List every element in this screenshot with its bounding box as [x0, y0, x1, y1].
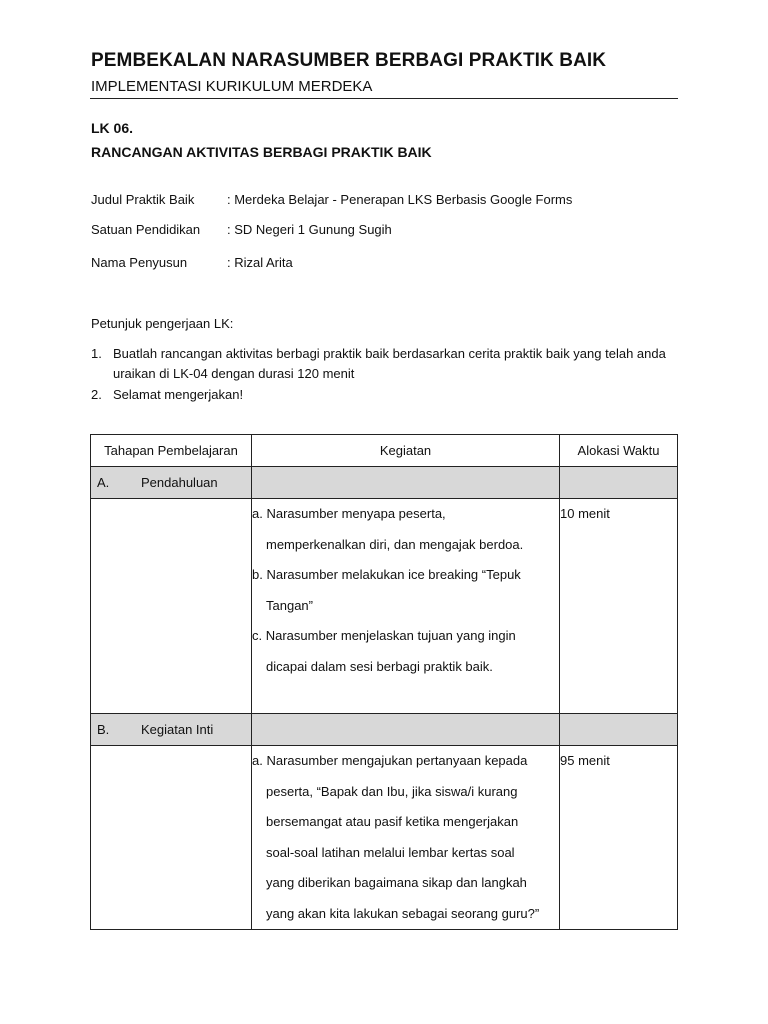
activity-line: Tangan” — [266, 597, 313, 613]
activity-line: dicapai dalam sesi berbagi praktik baik. — [266, 658, 493, 674]
empty-cell — [91, 499, 252, 714]
phase-empty-cell — [252, 714, 560, 746]
phase-label: Pendahuluan — [141, 475, 218, 490]
document-subtitle: IMPLEMENTASI KURIKULUM MERDEKA — [91, 78, 373, 95]
activity-line: soal-soal latihan melalui lembar kertas soal — [266, 844, 515, 860]
time-allocation: 95 menit — [560, 746, 678, 930]
phase-label: Kegiatan Inti — [141, 722, 214, 737]
worksheet-name: RANCANGAN AKTIVITAS BERBAGI PRAKTIK BAIK — [91, 144, 432, 160]
phase-empty-cell — [560, 467, 678, 499]
instructions-heading: Petunjuk pengerjaan LK: — [91, 316, 234, 331]
instruction-number: 1. — [91, 346, 102, 361]
activity-line: memperkenalkan diri, dan mengajak berdoa. — [266, 536, 524, 552]
meta-value: : Rizal Arita — [227, 255, 293, 270]
header-tahapan: Tahapan Pembelajaran — [91, 435, 252, 467]
activity-table — [90, 434, 678, 930]
activity-line: yang akan kita lakukan sebagai seorang guru?” — [266, 905, 540, 921]
phase-empty-cell — [560, 714, 678, 746]
instruction-text: Buatlah rancangan aktivitas berbagi praktik baik berdasarkan cerita praktik baik yang telah anda uraikan di LK-04 dengan durasi 120 menit — [113, 346, 666, 381]
document-title: PEMBEKALAN NARASUMBER BERBAGI PRAKTIK BAIK — [91, 50, 607, 71]
table-row — [91, 499, 678, 714]
meta-label: Satuan Pendidikan — [91, 222, 201, 237]
meta-label: Nama Penyusun — [91, 255, 188, 270]
activity-cell — [252, 499, 560, 714]
meta-value: : Merdeka Belajar - Penerapan LKS Berbasis Google Forms — [227, 192, 573, 207]
header-kegiatan: Kegiatan — [252, 435, 560, 467]
activity-line: yang diberikan bagaimana sikap dan langkah — [266, 875, 527, 890]
table-header-row — [91, 435, 678, 467]
activity-line: bersemangat atau pasif ketika mengerjakan — [266, 814, 519, 829]
phase-cell — [91, 714, 252, 746]
worksheet-code: LK 06. — [91, 120, 134, 136]
activity-line: a. Narasumber mengajukan pertanyaan kepada — [252, 753, 528, 768]
header-alokasi: Alokasi Waktu — [560, 435, 678, 467]
activity-line: b. Narasumber melakukan ice breaking “Tepuk — [252, 567, 521, 582]
phase-letter: A. — [97, 475, 110, 490]
meta-value: : SD Negeri 1 Gunung Sugih — [227, 222, 392, 237]
instruction-number: 2. — [91, 387, 102, 402]
empty-cell — [91, 746, 252, 930]
table-row — [91, 746, 678, 930]
header-divider — [90, 98, 678, 99]
instruction-text: Selamat mengerjakan! — [113, 387, 244, 402]
activity-cell — [252, 746, 560, 930]
time-allocation: 10 menit — [560, 499, 678, 714]
phase-letter: B. — [97, 722, 110, 737]
phase-row-kegiatan-inti — [91, 714, 678, 746]
phase-empty-cell — [252, 467, 560, 499]
phase-cell — [91, 467, 252, 499]
activity-line: a. Narasumber menyapa peserta, — [252, 506, 446, 521]
activity-line: c. Narasumber menjelaskan tujuan yang ingin — [252, 628, 516, 643]
phase-row-pendahuluan — [91, 467, 678, 499]
meta-label: Judul Praktik Baik — [91, 192, 195, 207]
activity-line: peserta, “Bapak dan Ibu, jika siswa/i kurang — [266, 783, 518, 799]
